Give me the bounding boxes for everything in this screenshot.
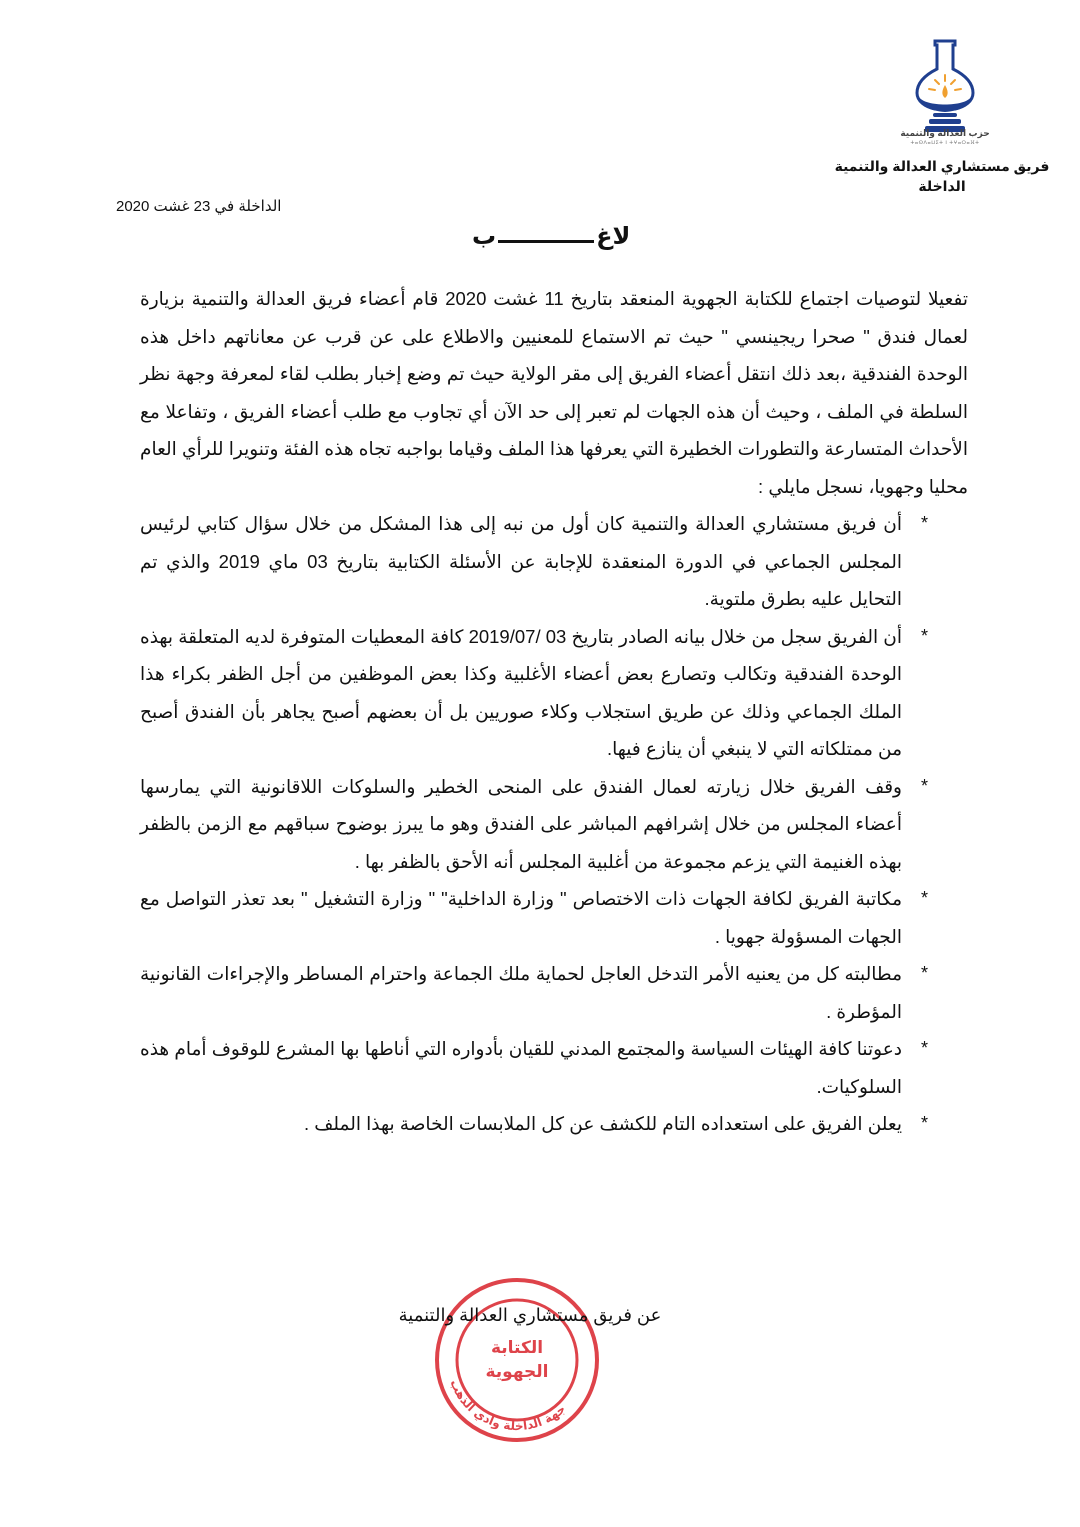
party-name-latin: ⵜⴰⵙⴷⴰⵡⵉⵜ ⵏ ⵜⵖⴰⵔⴰⴼⵜ — [910, 140, 980, 146]
list-item: * يعلن الفريق على استعداده التام للكشف عن كل الملابسات الخاصة بهذا الملف . — [140, 1105, 968, 1143]
asterisk-bullet-icon: * — [920, 963, 928, 983]
official-stamp-icon — [432, 1275, 602, 1445]
list-item: * دعوتنا كافة الهيئات السياسة والمجتمع المدني للقيان بأدواره التي أناطها بها المشرع للوقوف أمام هذه السلوكيات. — [140, 1030, 968, 1105]
group-name-line2: الداخلة — [918, 178, 966, 194]
list-item: * أن الفريق سجل من خلال بيانه الصادر بتاريخ 03 /2019/07 كافة المعطيات المتوفرة لديه المتعلقة بهذه الوحدة الفندقية وتكالب وتصارع بعض أعضاء الأغلبية وكذا بعض الموظفين من أجل الظفر بكراء هذا الملك الجماعي وذلك عن طريق استجلاب وكلاء صوريين بل أن بعضهم أصبح يجاهر بأن الفندق أصبح من ممتلكاته التي لا ينبغي أن ينازع فيها. — [140, 618, 968, 768]
party-name: حزب العدالة والتنمية — [900, 128, 990, 138]
asterisk-bullet-icon: * — [920, 513, 928, 533]
points-list — [140, 505, 968, 1143]
asterisk-bullet-icon: * — [920, 625, 928, 646]
document-title — [472, 222, 630, 251]
signature: عن فريق مستشاري العدالة والتنمية — [398, 1305, 662, 1325]
list-item: * مكاتبة الفريق لكافة الجهات ذات الاختصاص " وزارة الداخلية" " وزارة التشغيل " بعد تعذر التواصل مع الجهات المسؤولة جهويا . — [140, 880, 968, 955]
asterisk-bullet-icon: * — [920, 1038, 928, 1058]
list-item: * أن فريق مستشاري العدالة والتنمية كان أول من نبه إلى هذا المشكل من خلال سؤال كتابي لرئيس المجلس الجماعي في الدورة المنعقدة للإجابة عن الأسئلة الكتابية بتاريخ 03 ماي 2019 والذي تم التحايل عليه بطرق ملتوية. — [140, 505, 968, 618]
asterisk-bullet-icon: * — [920, 775, 928, 796]
list-item: * مطالبته كل من يعنيه الأمر التدخل العاجل لحماية ملك الجماعة واحترام المساطر والإجراءات القانونية المؤطرة . — [140, 955, 968, 1030]
stamp-inner-text-1: الكتابة — [490, 1338, 544, 1358]
document-body — [140, 280, 968, 1143]
document-date: الداخلة في 23 غشت 2020 — [116, 198, 282, 215]
list-item: * وقف الفريق خلال زيارته لعمال الفندق على المنحى الخطير والسلوكات اللاقانونية التي يمارسها أعضاء المجلس من خلال إشرافهم المباشر على الفندق وهو ما يبرز بوضوح سباقهم مع الزمن بالظفر بهذه الغنيمة التي يزعم مجموعة من أغلبية المجلس أنه الأحق بالظفر بها . — [140, 768, 968, 881]
intro-paragraph: تفعيلا لتوصيات اجتماع للكتابة الجهوية المنعقد بتاريخ 11 غشت 2020 قام أعضاء فريق العدالة والتنمية بزيارة لعمال فندق " صحرا ريجينسي " حيث تم الاستماع للمعنيين والاطلاع على عن قرب عن معاناتهم داخل هذه الوحدة الفندقية ،بعد ذلك انتقل أعضاء الفريق إلى مقر الولاية حيث تم وضع إخبار بطلب لقاء لمعرفة وجهة نظر السلطة في الملف ، وحيث أن هذه الجهات لم تعبر إلى حد الآن أي تجاوب مع طلب أعضاء الفريق ، وتفاعلا مع الأحداث المتسارعة والتطورات الخطيرة التي يعرفها هذا الملف وقياما بواجبه تجاه هذه الفئة وتنويرا للرأي العام محليا وجهويا، نسجل مايلي : — [140, 288, 968, 497]
title-start: ب — [472, 223, 497, 250]
title-kashida-line — [498, 240, 594, 243]
title-end: لاغ — [596, 223, 631, 250]
stamp-inner-text-2: الجهوية — [485, 1362, 549, 1382]
asterisk-bullet-icon: * — [920, 888, 928, 908]
asterisk-bullet-icon: * — [920, 1113, 928, 1133]
party-lamp-logo-icon — [895, 35, 995, 135]
stamp-outer-text: جهة الداخلة وادي الذهب — [447, 1377, 569, 1434]
group-name — [832, 156, 1052, 196]
svg-text:جهة الداخلة وادي الذهب — [447, 1377, 568, 1433]
group-name-line1: فريق مستشاري العدالة والتنمية — [834, 158, 1050, 174]
